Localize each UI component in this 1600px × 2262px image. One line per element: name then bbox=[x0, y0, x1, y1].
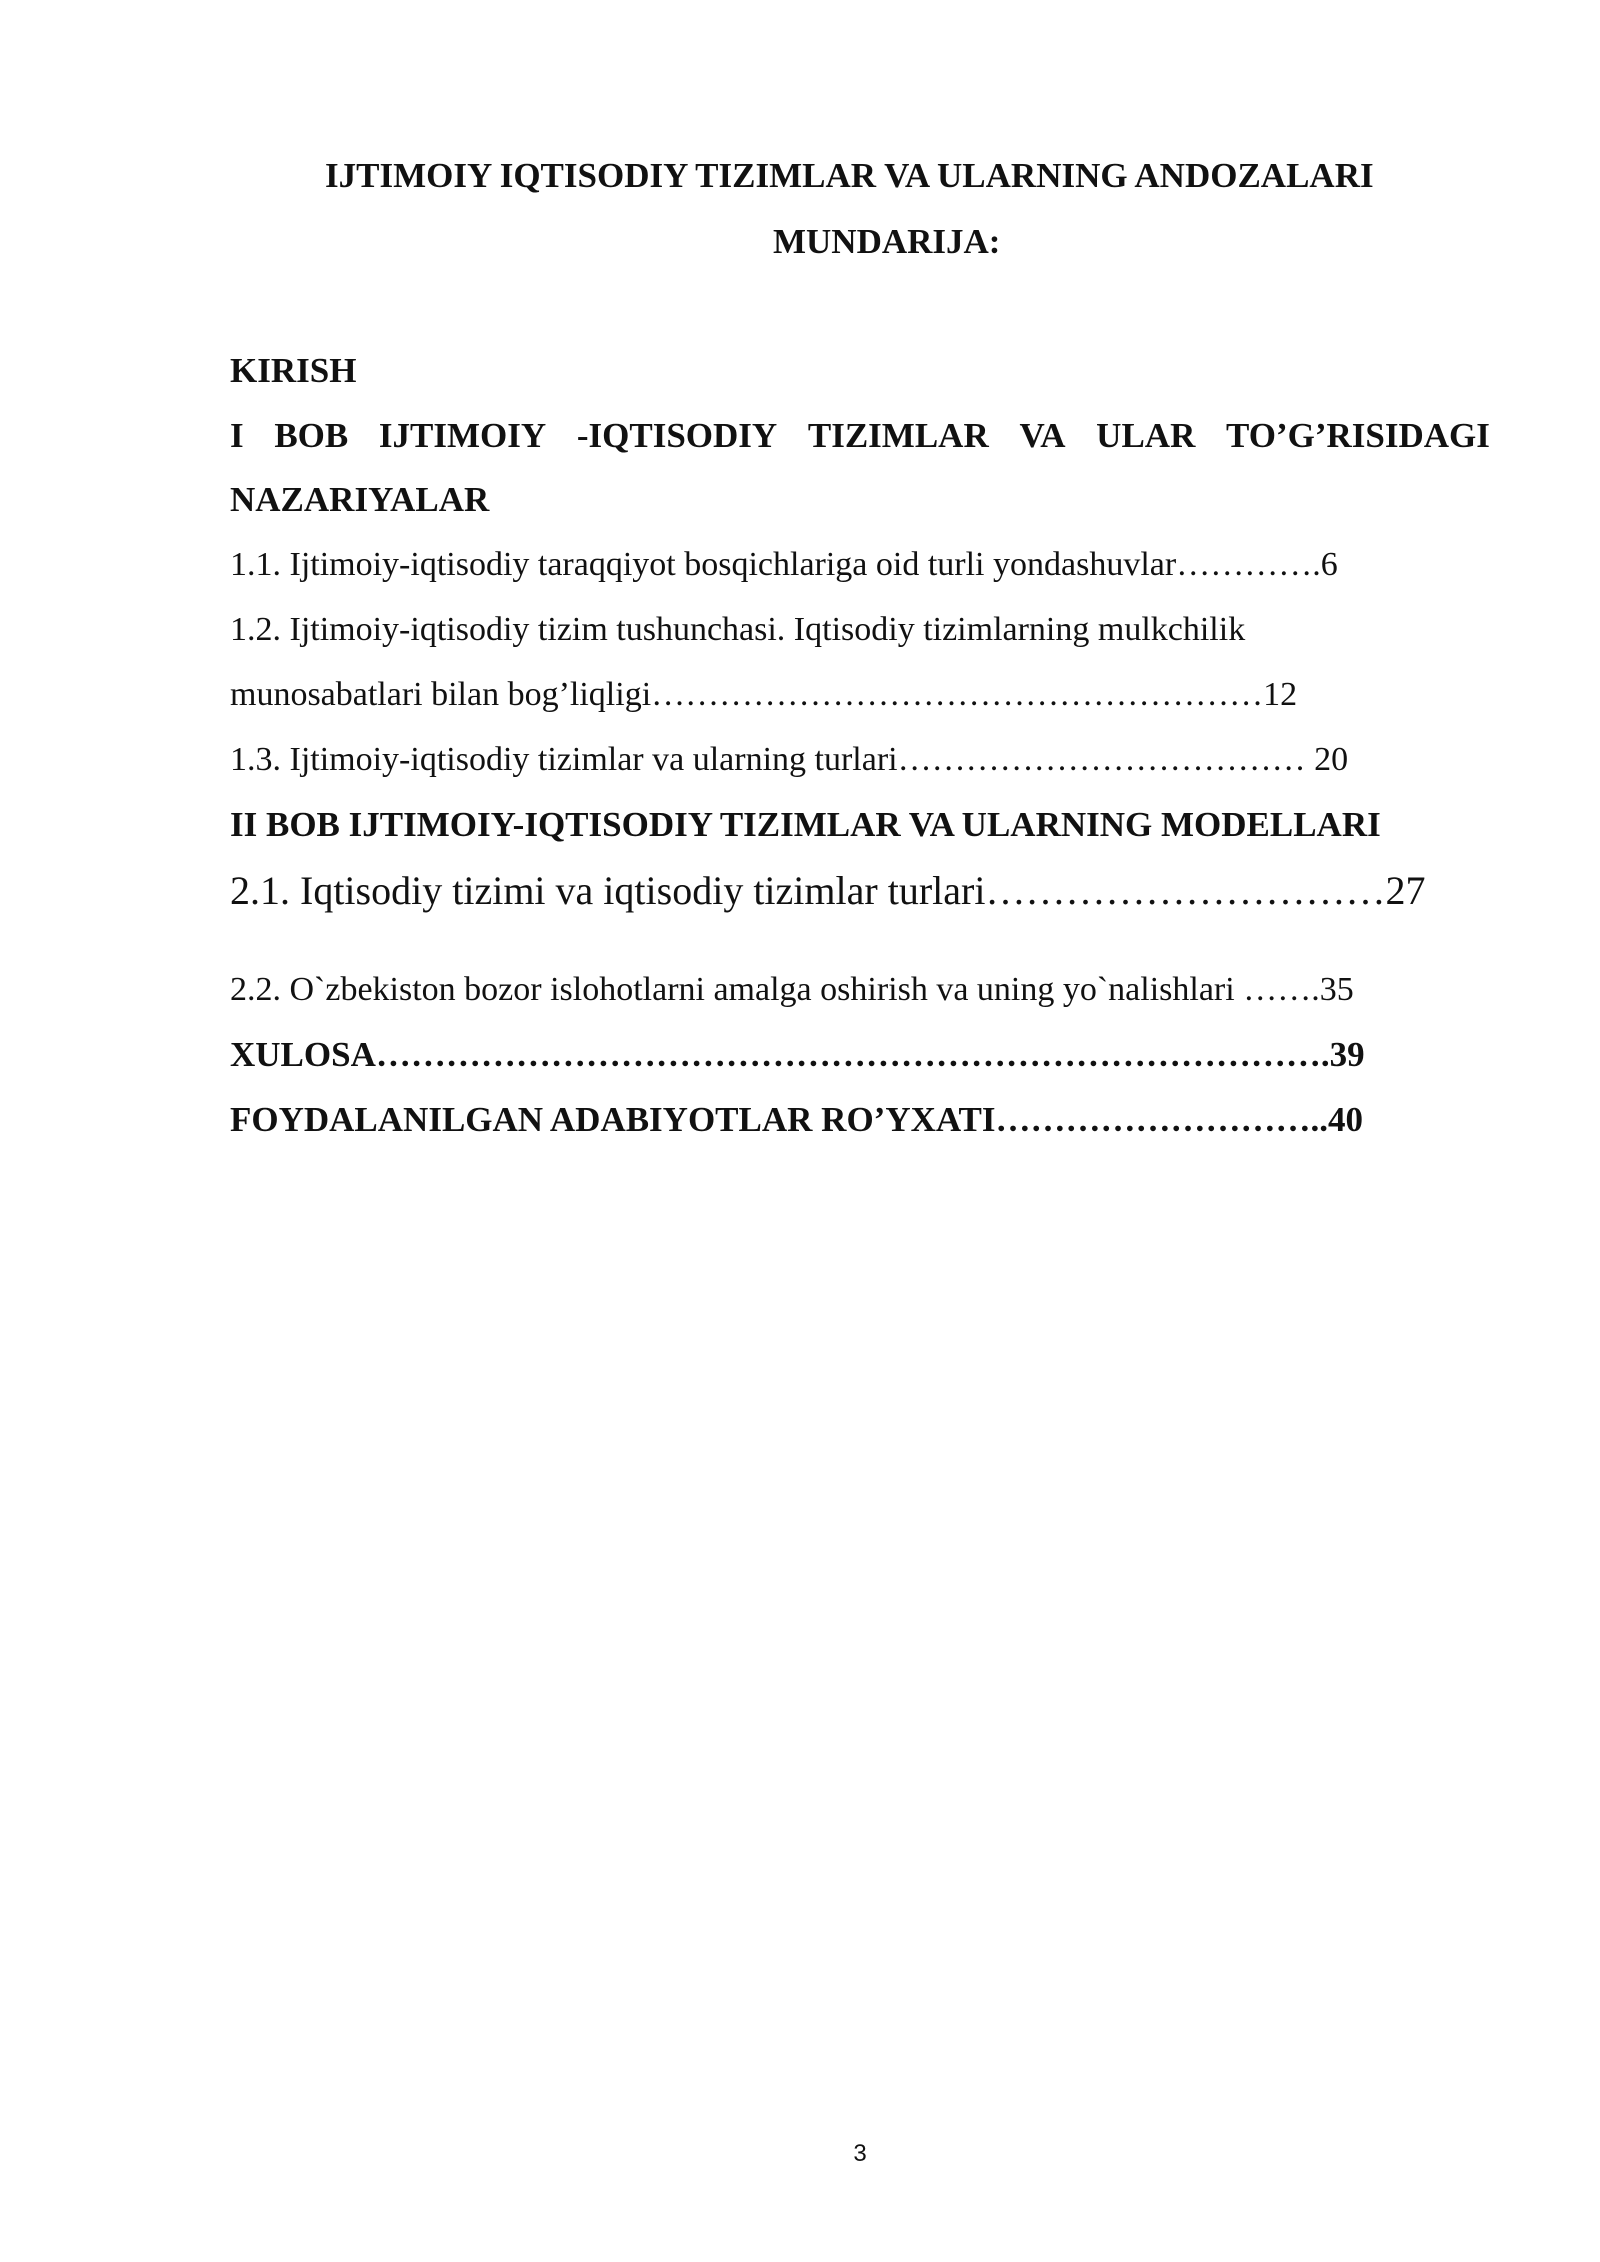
toc-chapter-1-word: BOB bbox=[274, 416, 349, 455]
toc-item-1-1: 1.1. Ijtimoiy-iqtisodiy taraqqiyot bosqichlariga oid turli yondashuvlar………….6 bbox=[230, 546, 1338, 583]
toc-item-1-2-line-2: munosabatlari bilan bog’liqligi………………………………………………12 bbox=[230, 676, 1298, 713]
toc-chapter-1-word: ULAR bbox=[1096, 416, 1196, 455]
toc-heading: MUNDARIJA: bbox=[773, 222, 1001, 261]
toc-item-2-2: 2.2. O`zbekiston bozor islohotlarni amalga oshirish va uning yo`nalishlari …….35 bbox=[230, 971, 1354, 1008]
toc-chapter-1-word: TO’G’RISIDAGI bbox=[1226, 416, 1490, 455]
toc-chapter-1-line bbox=[230, 414, 1490, 458]
page-number: 3 bbox=[853, 2140, 867, 2167]
toc-chapter-1-word: TIZIMLAR bbox=[807, 416, 989, 455]
toc-chapter-2: II BOB IJTIMOIY-IQTISODIY TIZIMLAR VA ULARNING MODELLARI bbox=[230, 805, 1381, 844]
toc-chapter-1-continuation: NAZARIYALAR bbox=[230, 480, 490, 519]
document-title: IJTIMOIY IQTISODIY TIZIMLAR VA ULARNING ANDOZALARI bbox=[325, 156, 1374, 195]
toc-chapter-1-word: VA bbox=[1019, 416, 1066, 455]
toc-adabiyotlar: FOYDALANILGAN ADABIYOTLAR RO’YXATI………………………..40 bbox=[230, 1100, 1364, 1139]
toc-chapter-1-word: I bbox=[230, 416, 244, 455]
toc-item-1-3: 1.3. Ijtimoiy-iqtisodiy tizimlar va ularning turlari……………………………… 20 bbox=[230, 741, 1349, 778]
toc-chapter-1-word: -IQTISODIY bbox=[576, 416, 778, 455]
toc-kirish: KIRISH bbox=[230, 351, 357, 390]
toc-xulosa: XULOSA……………………………………………………………………….39 bbox=[230, 1035, 1365, 1074]
toc-item-1-2-line-1: 1.2. Ijtimoiy-iqtisodiy tizim tushunchasi. Iqtisodiy tizimlarning mulkchilik bbox=[230, 611, 1246, 648]
toc-item-2-1: 2.1. Iqtisodiy tizimi va iqtisodiy tizimlar turlari…………………………27 bbox=[230, 868, 1426, 913]
toc-chapter-1-word: IJTIMOIY bbox=[378, 416, 547, 455]
